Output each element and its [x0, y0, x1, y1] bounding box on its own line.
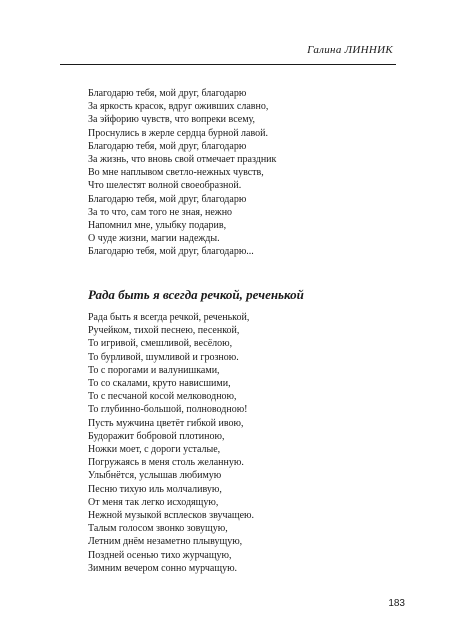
poem-line: Благодарю тебя, мой друг, благодарю — [88, 193, 247, 205]
poem-line: За яркость красок, вдруг оживших славно, — [88, 101, 269, 113]
poem-river — [88, 311, 254, 575]
poem-line: Благодарю тебя, мой друг, благодарю — [88, 88, 247, 99]
poem-line: Что шелестят волной своеобразной. — [88, 180, 242, 192]
poem-line: За то что, сам того не зная, нежно — [88, 206, 233, 218]
poem-line: Ручейком, тихой песнею, песенкой, — [88, 325, 240, 337]
poem-line: Проснулись в жерле сердца бурной лавой. — [88, 127, 268, 139]
poem-line: О чуде жизни, магии надежды. — [88, 233, 220, 245]
poem-line: Песню тихую иль молчаливую, — [88, 483, 222, 495]
poem-line: Зимним вечером сонно мурчащую. — [88, 562, 238, 574]
poem-line: Талым голосом звонко зовущую, — [88, 523, 228, 535]
poem-line: Ножки моет, с дороги усталые, — [88, 444, 221, 456]
poem-line: То игривой, смешливой, весёлою, — [88, 338, 233, 350]
poem-gratitude — [88, 87, 276, 259]
poem-line: Благодарю тебя, мой друг, благодарю — [88, 140, 247, 152]
poem-line: Поздней осенью тихо журчащую, — [88, 549, 232, 561]
poem-line: Пусть мужчина цветёт гибкой ивою, — [88, 417, 244, 429]
page-number: 183 — [388, 598, 405, 609]
poem-line: Напомнил мне, улыбку подарив, — [88, 220, 227, 232]
poem-line: За эйфорию чувств, что вопреки всему, — [88, 114, 256, 126]
poem-line: Рада быть я всегда речкой, реченькой, — [88, 312, 250, 323]
poem-line: То бурливой, шумливой и грозною. — [88, 351, 239, 363]
poem-line: То с порогами и валунишками, — [88, 364, 220, 376]
poem-line: За жизнь, что вновь свой отмечает праздник — [88, 154, 277, 166]
poem-line: Будоражит бобровой плотиною, — [88, 430, 225, 442]
poem-line: Летним днём незаметно плывущую, — [88, 536, 243, 548]
poem-line: Погружаясь в меня столь желанную. — [88, 457, 244, 469]
poem-line: Нежной музыкой всплесков звучащею. — [88, 510, 255, 522]
running-header-author: Галина ЛИННИК — [307, 44, 393, 56]
poem-line: То глубинно-большой, полноводною! — [88, 404, 248, 416]
poem-line: То со скалами, круто нависшими, — [88, 378, 231, 390]
poem-line: Благодарю тебя, мой друг, благодарю... — [88, 246, 254, 258]
header-divider — [60, 64, 396, 65]
poem-line: Во мне наплывом светло-нежных чувств, — [88, 167, 264, 179]
poem-line: Улыбнётся, услышав любимую — [88, 470, 222, 482]
poem-title: Рада быть я всегда речкой, реченькой — [88, 287, 304, 302]
poem-line: То с песчаной косой мелководною, — [88, 391, 237, 403]
poem-line: От меня так легко исходящую, — [88, 496, 219, 508]
